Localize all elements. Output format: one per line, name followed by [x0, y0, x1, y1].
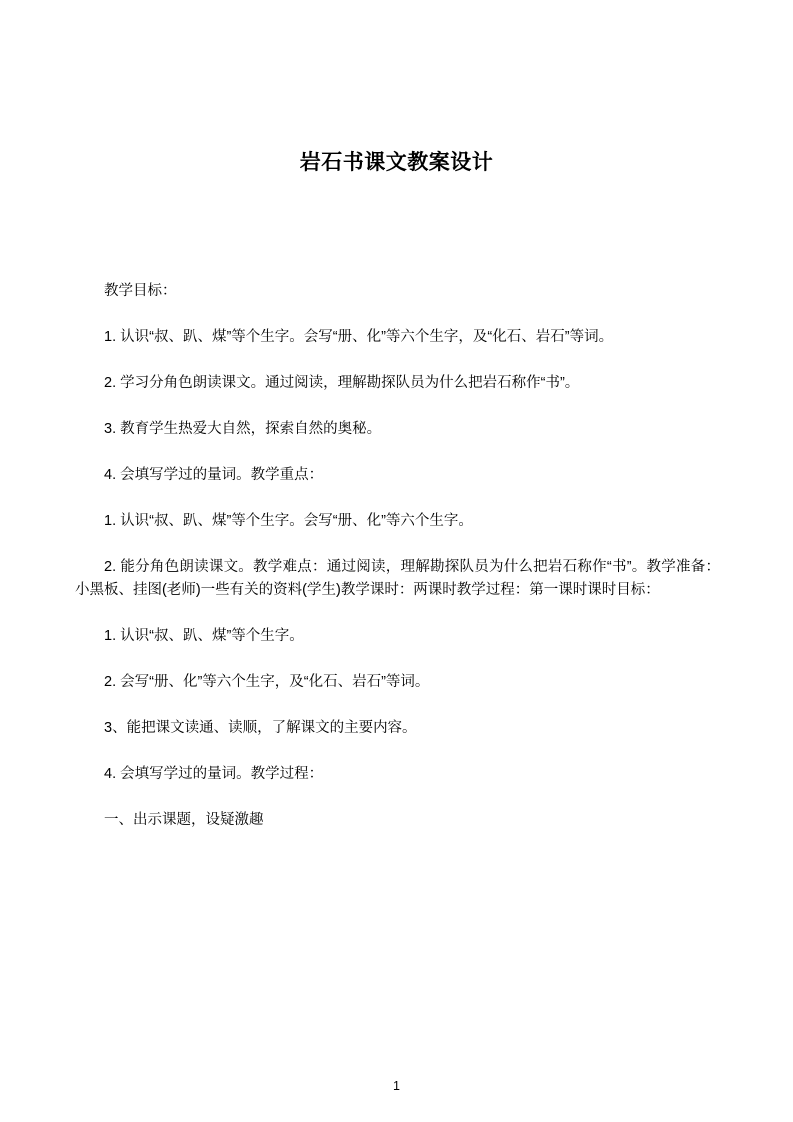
paragraph: 3. 教育学生热爱大自然，探索自然的奥秘。 [104, 420, 382, 437]
paragraph: 4. 会填写学过的量词。教学重点： [104, 466, 324, 483]
paragraph: 1. 认识“叔、趴、煤”等个生字。会写“册、化”等六个生字，及“化石、岩石”等词。 [104, 328, 614, 345]
paragraph: 一、出示课题，设疑激趣 [104, 812, 264, 829]
paragraph: 2. 能分角色朗读课文。教学难点：通过阅读，理解勘探队员为什么把岩石称作“书”。教学准备：小黑板、挂图(老师)一些有关的资料(学生)教学课时：两课时教学过程：第一课时课时目标： [75, 558, 720, 599]
page-number: 1 [393, 1079, 400, 1093]
page-title: 岩石书课文教案设计 [299, 151, 494, 175]
paragraph: 教学目标： [104, 283, 177, 299]
paragraph: 4. 会填写学过的量词。教学过程： [104, 766, 324, 783]
paragraph: 2. 会写“册、化”等六个生字，及“化石、岩石”等词。 [104, 674, 430, 691]
paragraph: 1. 认识“叔、趴、煤”等个生字。 [104, 628, 304, 645]
paragraph: 2. 学习分角色朗读课文。通过阅读，理解勘探队员为什么把岩石称作“书”。 [104, 374, 580, 391]
paragraph: 1. 认识“叔、趴、煤”等个生字。会写“册、化”等六个生字。 [104, 512, 473, 529]
document-body [75, 280, 720, 855]
paragraph: 3、能把课文读通、读顺，了解课文的主要内容。 [104, 720, 417, 737]
